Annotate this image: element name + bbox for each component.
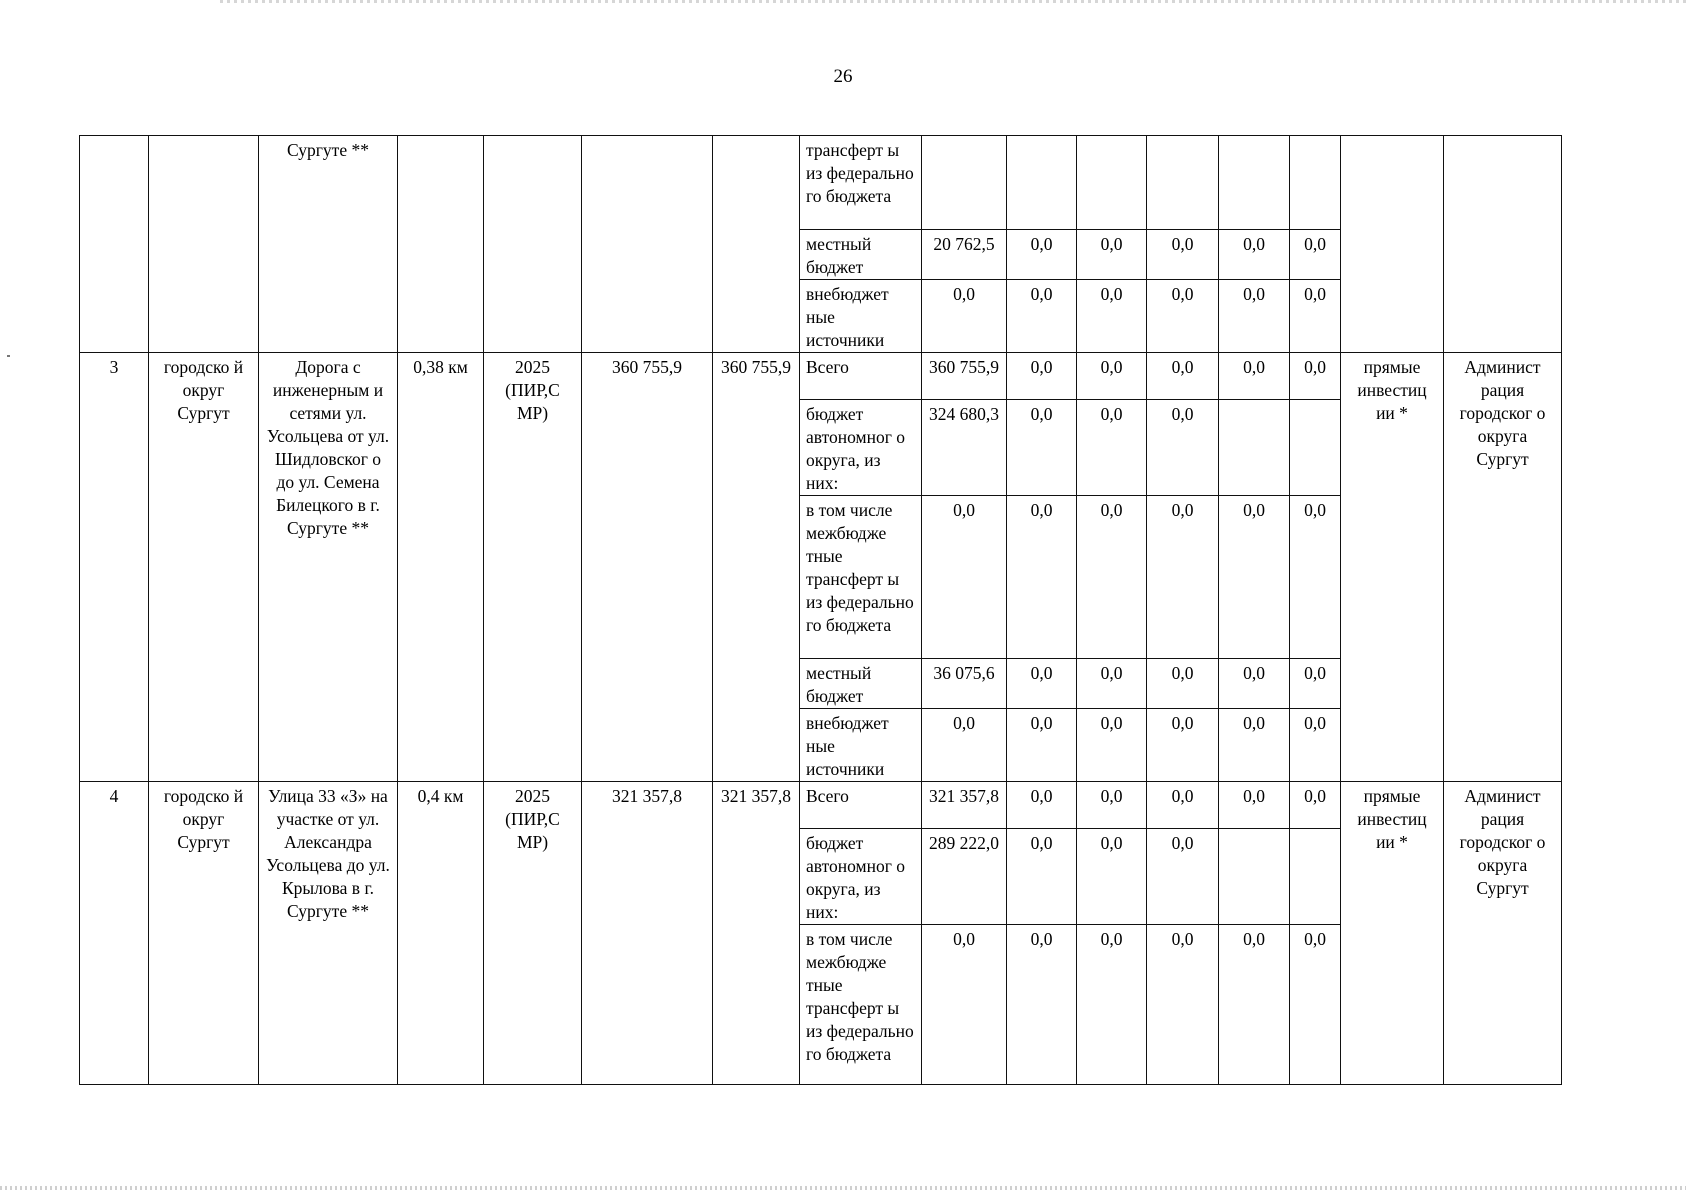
value-cell (1219, 136, 1290, 230)
value-cell: 0,0 (1290, 709, 1341, 782)
value-cell: 0,0 (1219, 709, 1290, 782)
funding-source-cell: Всего (800, 782, 922, 829)
value-cell (1219, 829, 1290, 925)
municipality-cell: городско й округ Сургут (149, 353, 259, 782)
remaining-cost-cell: 321 357,8 (713, 782, 800, 1085)
estimated-cost-cell: 360 755,9 (582, 353, 713, 782)
value-cell: 0,0 (1077, 925, 1147, 1085)
value-cell (922, 136, 1007, 230)
value-cell: 0,0 (1290, 782, 1341, 829)
value-cell: 0,0 (1077, 280, 1147, 353)
value-cell (1219, 400, 1290, 496)
funding-source-cell: внебюджет ные источники (800, 709, 922, 782)
value-cell: 0,0 (922, 709, 1007, 782)
value-cell: 0,0 (1007, 353, 1077, 400)
funding-source-cell: внебюджет ные источники (800, 280, 922, 353)
value-cell: 0,0 (1007, 280, 1077, 353)
capacity-cell: 0,38 км (398, 353, 484, 782)
value-cell: 0,0 (1219, 496, 1290, 659)
value-cell: 0,0 (1147, 782, 1219, 829)
budget-table (79, 135, 1562, 1085)
value-cell: 0,0 (1147, 496, 1219, 659)
period-cell (484, 136, 582, 353)
funding-source-cell: бюджет автономног о округа, из них: (800, 829, 922, 925)
value-cell: 0,0 (1007, 496, 1077, 659)
value-cell: 0,0 (1290, 925, 1341, 1085)
value-cell: 0,0 (1290, 230, 1341, 280)
value-cell: 0,0 (1147, 400, 1219, 496)
value-cell: 0,0 (1147, 709, 1219, 782)
customer-cell: Админист рация городског о округа Сургут (1444, 353, 1562, 782)
page-number: 26 (833, 66, 853, 87)
funding-source-cell: местный бюджет (800, 230, 922, 280)
funding-source-cell: в том числе межбюдже тные трансферт ы из федерально го бюджета (800, 496, 922, 659)
value-cell: 0,0 (1147, 925, 1219, 1085)
value-cell: 0,0 (1077, 400, 1147, 496)
municipality-cell (149, 136, 259, 353)
value-cell: 324 680,3 (922, 400, 1007, 496)
value-cell: 360 755,9 (922, 353, 1007, 400)
capacity-cell (398, 136, 484, 353)
funding-source-cell: трансферт ы из федерально го бюджета (800, 136, 922, 230)
remaining-cost-cell (713, 136, 800, 353)
period-cell: 2025 (ПИР,С МР) (484, 782, 582, 1085)
value-cell: 0,0 (922, 496, 1007, 659)
value-cell: 0,0 (1290, 659, 1341, 709)
value-cell: 36 075,6 (922, 659, 1007, 709)
value-cell: 0,0 (1007, 709, 1077, 782)
object-name-cell: Дорога с инженерным и сетями ул. Усольцева от ул. Шидловског о до ул. Семена Билецкого в г. Сургуте ** (259, 353, 398, 782)
funding-source-cell: в том числе межбюдже тные трансферт ы из федерально го бюджета (800, 925, 922, 1085)
value-cell: 0,0 (1147, 230, 1219, 280)
value-cell: 289 222,0 (922, 829, 1007, 925)
value-cell: 0,0 (1007, 230, 1077, 280)
table-row (80, 353, 1562, 400)
value-cell (1290, 400, 1341, 496)
value-cell: 0,0 (1077, 709, 1147, 782)
value-cell: 0,0 (1219, 782, 1290, 829)
value-cell: 0,0 (1219, 925, 1290, 1085)
value-cell: 0,0 (1077, 230, 1147, 280)
remaining-cost-cell: 360 755,9 (713, 353, 800, 782)
scan-mark (7, 355, 10, 357)
value-cell: 0,0 (1219, 659, 1290, 709)
item-number-cell (80, 136, 149, 353)
value-cell: 0,0 (1219, 353, 1290, 400)
value-cell: 0,0 (922, 280, 1007, 353)
capacity-cell: 0,4 км (398, 782, 484, 1085)
scan-artifact-bottom (0, 1186, 1686, 1190)
municipality-cell: городско й округ Сургут (149, 782, 259, 1085)
value-cell: 0,0 (1077, 782, 1147, 829)
value-cell: 0,0 (1290, 496, 1341, 659)
scan-artifact-top (220, 0, 1686, 3)
period-cell: 2025 (ПИР,С МР) (484, 353, 582, 782)
customer-cell: Админист рация городског о округа Сургут (1444, 782, 1562, 1085)
value-cell: 0,0 (1077, 496, 1147, 659)
value-cell: 0,0 (1290, 280, 1341, 353)
value-cell: 0,0 (1077, 353, 1147, 400)
item-number-cell: 3 (80, 353, 149, 782)
table-row (80, 782, 1562, 829)
table-row (80, 136, 1562, 230)
value-cell (1290, 829, 1341, 925)
object-name-cell: Улица 33 «З» на участке от ул. Александра Усольцева до ул. Крылова в г. Сургуте ** (259, 782, 398, 1085)
value-cell: 0,0 (1219, 280, 1290, 353)
value-cell (1077, 136, 1147, 230)
funding-source-cell: местный бюджет (800, 659, 922, 709)
value-cell (1147, 136, 1219, 230)
form-cell: прямые инвестиц ии * (1341, 782, 1444, 1085)
estimated-cost-cell: 321 357,8 (582, 782, 713, 1085)
value-cell: 0,0 (1290, 353, 1341, 400)
funding-source-cell: бюджет автономног о округа, из них: (800, 400, 922, 496)
value-cell: 0,0 (1007, 829, 1077, 925)
value-cell: 0,0 (1007, 925, 1077, 1085)
value-cell: 321 357,8 (922, 782, 1007, 829)
object-name-cell: Сургуте ** (259, 136, 398, 353)
value-cell (1007, 136, 1077, 230)
value-cell: 20 762,5 (922, 230, 1007, 280)
value-cell: 0,0 (1007, 782, 1077, 829)
estimated-cost-cell (582, 136, 713, 353)
value-cell: 0,0 (1077, 829, 1147, 925)
value-cell (1290, 136, 1341, 230)
funding-source-cell: Всего (800, 353, 922, 400)
item-number-cell: 4 (80, 782, 149, 1085)
form-cell (1341, 136, 1444, 353)
customer-cell (1444, 136, 1562, 353)
form-cell: прямые инвестиц ии * (1341, 353, 1444, 782)
value-cell: 0,0 (1147, 829, 1219, 925)
value-cell: 0,0 (1147, 280, 1219, 353)
value-cell: 0,0 (1147, 659, 1219, 709)
value-cell: 0,0 (1007, 400, 1077, 496)
value-cell: 0,0 (1007, 659, 1077, 709)
value-cell: 0,0 (922, 925, 1007, 1085)
value-cell: 0,0 (1077, 659, 1147, 709)
value-cell: 0,0 (1219, 230, 1290, 280)
value-cell: 0,0 (1147, 353, 1219, 400)
